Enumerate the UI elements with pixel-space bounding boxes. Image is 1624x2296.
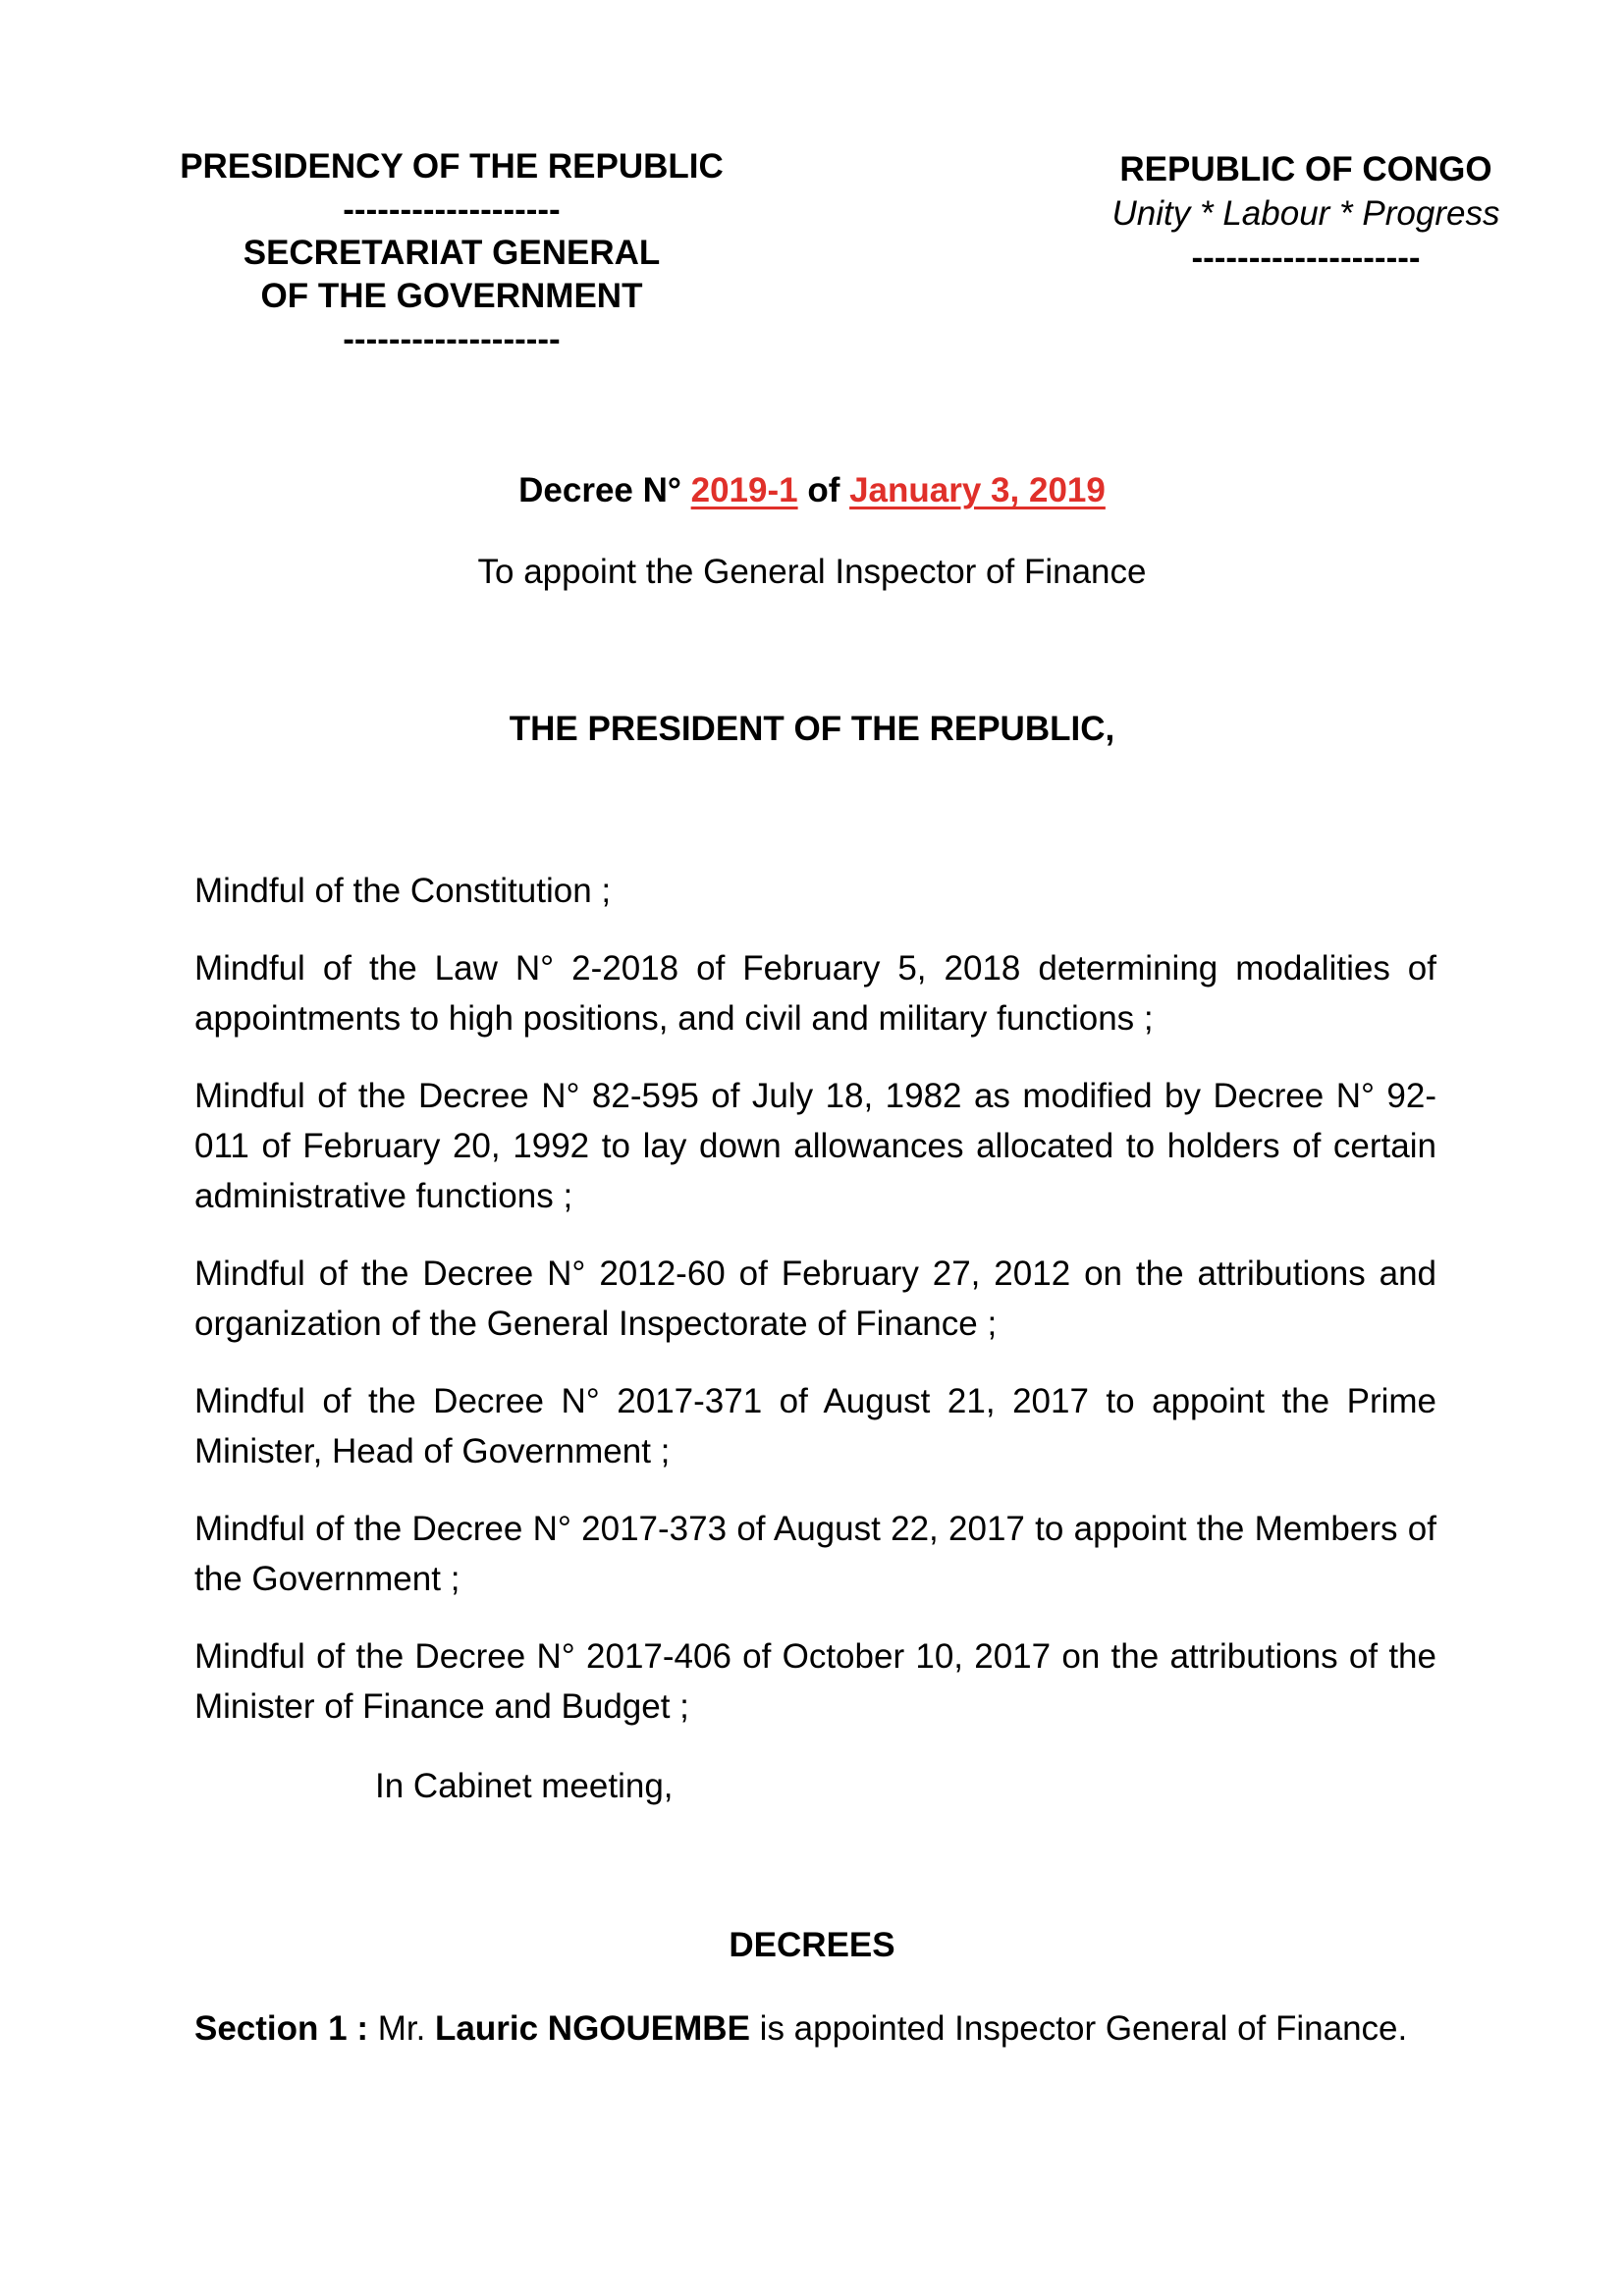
section-label: Section 1 :	[194, 2009, 368, 2048]
government-title: OF THE GOVERNMENT	[260, 277, 643, 315]
header-right	[1070, 147, 1542, 280]
country-title: REPUBLIC OF CONGO	[1119, 150, 1492, 188]
consideration-item: Mindful of the Decree N° 2017-373 of August 22, 2017 to appoint the Members of the Government ;	[194, 1510, 1436, 1598]
decree-date: January 3, 2019	[849, 471, 1106, 509]
consideration-item: Mindful of the Law N° 2-2018 of February 5, 2018 determining modalities of appointments to high positions, and civil and military functions ;	[194, 949, 1436, 1038]
decree-of: of	[797, 471, 850, 509]
secretariat-title: SECRETARIAT GENERAL	[243, 234, 661, 272]
separator: -------------------	[343, 190, 561, 229]
presidency-title: PRESIDENCY OF THE REPUBLIC	[180, 147, 724, 186]
national-motto: Unity * Labour * Progress	[1111, 194, 1500, 233]
appointee-name: Lauric NGOUEMBE	[435, 2009, 750, 2048]
consideration-item: Mindful of the Decree N° 2017-371 of August 21, 2017 to appoint the Prime Minister, Head of Government ;	[194, 1382, 1436, 1470]
separator: --------------------	[1191, 239, 1421, 277]
decree-number: 2019-1	[690, 471, 798, 509]
president-heading: THE PRESIDENT OF THE REPUBLIC,	[509, 710, 1115, 748]
section-title-prefix: Mr.	[367, 2009, 436, 2048]
section-1	[194, 2003, 1436, 2054]
decree-subtitle: To appoint the General Inspector of Finance	[477, 553, 1147, 591]
decrees-heading: DECREES	[729, 1926, 895, 1964]
section-text: is appointed Inspector General of Finance.	[749, 2009, 1408, 2048]
consideration-item: Mindful of the Decree N° 82-595 of July 18, 1982 as modified by Decree N° 92-011 of February 20, 1992 to lay down allowances allocated to holders of certain administrative functions ;	[194, 1077, 1436, 1215]
decree-prefix: Decree N°	[518, 471, 691, 509]
consideration-item: Mindful of the Decree N° 2017-406 of October 10, 2017 on the attributions of the Minister of Finance and Budget ;	[194, 1637, 1436, 1726]
consideration-item: Mindful of the Decree N° 2012-60 of February 27, 2012 on the attributions and organization of the General Inspectorate of Finance ;	[194, 1255, 1436, 1343]
consideration-item: Mindful of the Constitution ;	[194, 872, 612, 910]
separator: -------------------	[343, 320, 561, 358]
cabinet-meeting: In Cabinet meeting,	[375, 1767, 674, 1805]
header-left	[128, 145, 776, 361]
decree-title	[0, 471, 1624, 510]
considerations	[194, 866, 1436, 1759]
